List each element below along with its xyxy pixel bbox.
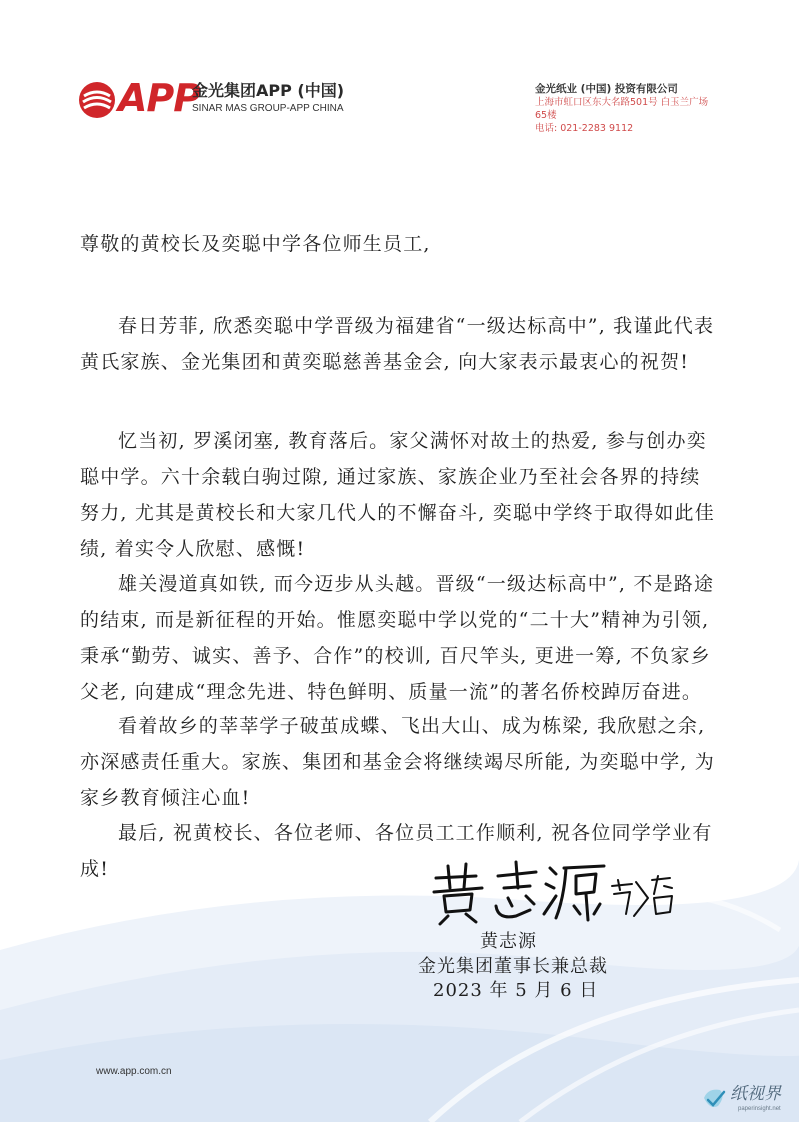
company-telephone: 电话: 021-2283 9112 — [535, 123, 634, 134]
watermark-logo-icon — [700, 1084, 728, 1112]
logo-app-text: APP — [118, 76, 201, 120]
paragraph-5: 最后, 祝黄校长、各位老师、各位员工工作顺利, 祝各位同学学业有成! — [80, 822, 713, 880]
company-info — [535, 82, 715, 135]
letter-date: 2023 年 5 月 6 日 — [433, 980, 599, 1001]
brand-name-en: SINAR MAS GROUP-APP CHINA — [192, 103, 344, 114]
company-address: 上海市虹口区东大名路501号 白玉兰广场65楼 — [535, 97, 709, 121]
paragraph-1: 春日芳菲, 欣悉奕聪中学晋级为福建省“一级达标高中”, 我谨此代表黄氏家族、金光集团和黄奕聪慈善基金会, 向大家表示最衷心的祝贺! — [80, 315, 715, 373]
website-url: www.app.com.cn — [96, 1066, 172, 1077]
brand-name-cn: 金光集团APP (中国) — [192, 81, 345, 100]
signer-name: 黄志源 — [480, 931, 537, 952]
watermark-url: paperinsight.net — [738, 1106, 781, 1112]
watermark-text: 纸视界 — [730, 1084, 781, 1104]
signer-title: 金光集团董事长兼总裁 — [418, 956, 608, 977]
company-name: 金光纸业 (中国) 投资有限公司 — [535, 83, 678, 95]
handwritten-signature — [426, 858, 676, 926]
paragraph-3: 雄关漫道真如铁, 而今迈步从头越。晋级“一级达标高中”, 不是路途的结束, 而是新征程的开始。惟愿奕聪中学以党的“二十大”精神为引领, 秉承“勤劳、诚实、善予、合作”的校训, 百尺竿头, 更进一筹, 不负家乡父老, 向建成“理念先进、特色鲜明、质量一流”的著名侨校踔厉奋进。 — [80, 573, 715, 703]
app-logo-icon — [78, 81, 116, 119]
salutation: 尊敬的黄校长及奕聪中学各位师生员工, — [80, 233, 431, 255]
paragraph-2: 忆当初, 罗溪闭塞, 教育落后。家父满怀对故土的热爱, 参与创办奕聪中学。六十余载白驹过隙, 通过家族、家族企业乃至社会各界的持续努力, 尤其是黄校长和大家几代人的不懈奋斗, 奕聪中学终于取得如此佳绩, 着实令人欣慰、感慨! — [80, 430, 715, 560]
paragraph-4: 看着故乡的莘莘学子破茧成蝶、飞出大山、成为栋梁, 我欣慰之余, 亦深感责任重大。家族、集团和基金会将继续竭尽所能, 为奕聪中学, 为家乡教育倾注心血! — [80, 715, 715, 809]
